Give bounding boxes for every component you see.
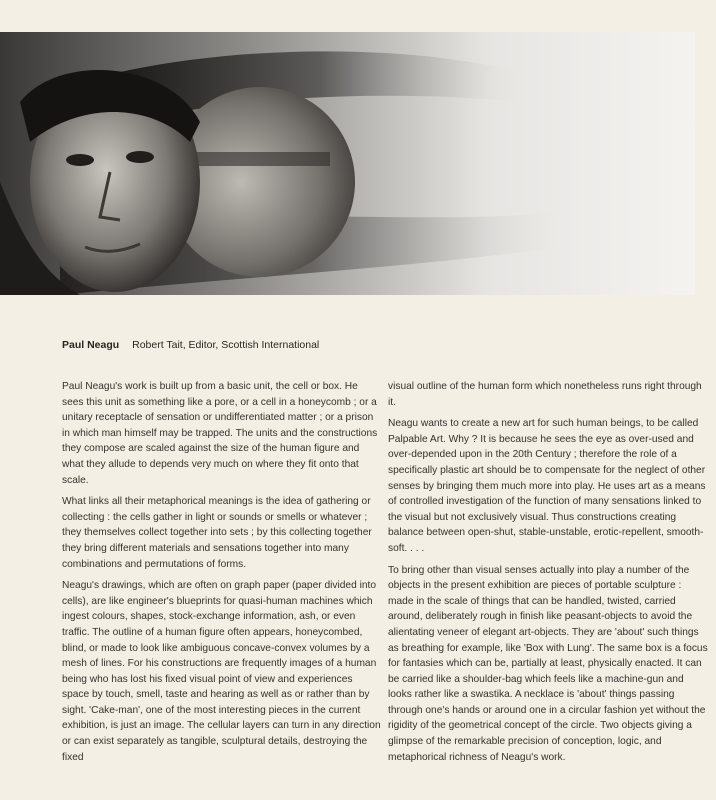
paragraph: Neagu's drawings, which are often on graph paper (paper divided into cells), are like engineer's blueprints for quasi-human machines which ingest colours, shapes, stock-exchange information, ash, or even traffic. The outline of a human figure often appears, honeycombed, blind, or made to look like ambiguous concave-convex volumes by a mesh of lines. For his constructions are frequently images of a human being who has lost his fixed visual point of view and experiences space by touch, smell, taste and hearing as well as or rather than by sight. 'Cake-man', one of the most interesting pieces in the current exhibition, is just an image. The cellular layers can turn in any direction or can exist separately as tangible, sculptural details, destroying the fixed: [62, 580, 381, 763]
contributor-credit: Robert Tait, Editor, Scottish International: [132, 339, 320, 351]
paragraph: visual outline of the human form which nonetheless runs right through it.: [388, 381, 702, 408]
portrait-photo: [0, 32, 695, 295]
paragraph: What links all their metaphorical meanings is the idea of gathering or collecting : the cells gather in light or sounds or smells or whatever ; they themselves collect together into sets ; by this collecting together they bring different materials and sensations together into many combinations and permutations of forms.: [62, 496, 372, 570]
paragraph: Paul Neagu's work is built up from a basic unit, the cell or box. He sees this unit as something like a pore, or a cell in a honeycomb ; or a unitary receptacle of sensation or undifferentiated matter ; or a prison in which man himself may be trapped. The units and the constructions they compose are scaled against the size of the human figure and what they allude to depends very much on where they fit onto that scale.: [62, 381, 378, 486]
byline: [62, 339, 319, 351]
paragraph: To bring other than visual senses actually into play a number of the objects in the present exhibition are pieces of portable sculpture : made in the scale of things that can be handled, twisted, carried around, deliberately rough in finish like peasant-objects to avoid the alientating veneer of elegant art-objects. They are 'about' such things as breathing for example, like 'Box with Lung'. The same box is a focus for fantasies which can be, partially at least, physically enacted. It can be carried like a shoulder-bag which feels like a machine-gun and looks rather like a swastika. A necklace is 'about' things passing through one's hands or around one in a circular fashion yet without the rigidity of the geometrical concept of the circle. Two objects giving a glimpse of the remarkable precision of conception, logic, and metaphorical richness of Neagu's work.: [388, 564, 708, 763]
left-column: [62, 379, 382, 771]
right-column: [388, 379, 708, 771]
paragraph: Neagu wants to create a new art for such human beings, to be called Palpable Art. Why ? It is because he sees the eye as over-used and over-depended upon in the 20th Century ; therefore the role of a specifically plastic art should be to compensate for the neglect of other senses by bringing them much more into play. He uses art as a means of controlled investigation of the function of many sensations linked to the visual but not exclusively visual. Thus constructions creating balance between open-shut, stable-unstable, erotic-repellent, smooth-soft. . . .: [388, 418, 706, 554]
portrait-photo-icon: [0, 32, 695, 295]
author-name: Paul Neagu: [62, 339, 120, 351]
